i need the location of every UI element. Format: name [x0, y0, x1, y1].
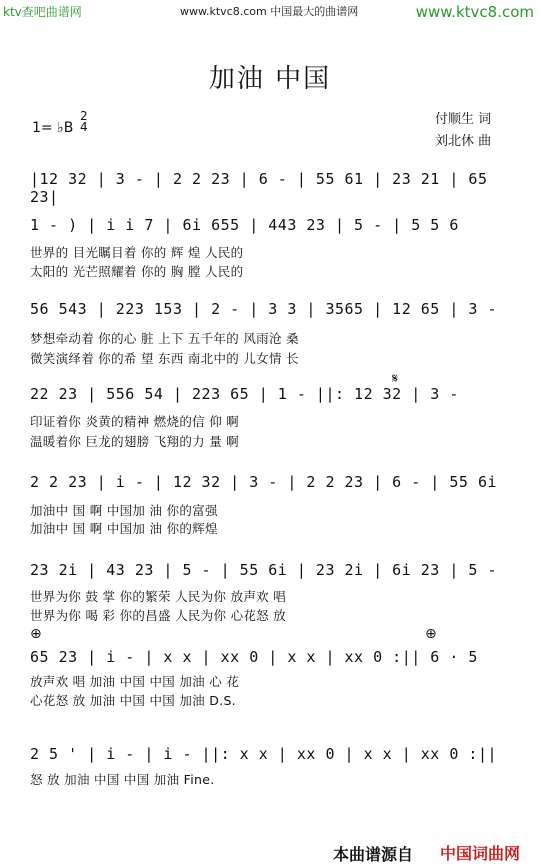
lyric-line: 心花怒 放 加油 中国 中国 加油 D.S.: [30, 693, 236, 708]
lyric-line: 世界的 目光瞩目着 你的 辉 煌 人民的: [30, 245, 244, 260]
lyric-line: 印证着你 炎黄的精神 燃烧的信 仰 啊: [30, 414, 240, 429]
page-title: 加油 中国: [208, 64, 332, 94]
coda-icon: ⊕: [425, 626, 437, 642]
lyric-line: 太阳的 光芒照耀着 你的 胸 膛 人民的: [30, 264, 244, 279]
notation-line: 22 23 | 556 54 | 223 65 | 1 - ||: 12 32 | 3 -: [30, 385, 459, 403]
lyricist-credit: 付顺生 词: [435, 112, 492, 127]
composer-credit: 刘北休 曲: [435, 134, 492, 149]
meter-top: 2: [80, 109, 88, 123]
lyric-line: 梦想牵动着 你的心 脏 上下 五千年的 风雨沧 桑: [30, 331, 299, 346]
lyric-line: 微笑演绎着 你的希 望 东西 南北中的 儿女情 长: [30, 351, 299, 366]
notation-line: 23 2i | 43 23 | 5 - | 55 6i | 23 2i | 6i 23 | 5 -: [30, 561, 498, 579]
notation-line: |12 32 | 3 - | 2 2 23 | 6 - | 55 61 | 23 21 | 65 23|: [30, 170, 488, 206]
lyric-line: 世界为你 喝 彩 你的昌盛 人民为你 心花怒 放: [30, 608, 287, 623]
notation-line: 56 543 | 223 153 | 2 - | 3 3 | 3565 | 12 65 | 3 -: [30, 300, 498, 318]
footer-source: 本曲谱源自: [333, 845, 414, 864]
notation-line: 2 2 23 | i - | 12 32 | 3 - | 2 2 23 | 6 - | 55 6i: [30, 473, 498, 491]
notation-line: 1 - ) | i i 7 | 6i 655 | 443 23 | 5 - | 5 5 6: [30, 216, 459, 234]
lyric-line: 放声欢 唱 加油 中国 中国 加油 心 花: [30, 674, 240, 689]
footer-site: 中国词曲网: [440, 844, 521, 863]
key-signature: 1= ♭B: [32, 120, 74, 136]
lyric-line: 温暖着你 巨龙的翅膀 飞翔的力 量 啊: [30, 434, 240, 449]
watermark-left: ktv查吧曲谱网: [3, 5, 82, 19]
coda-icon: ⊕: [30, 626, 42, 642]
lyric-line: 加油中 国 啊 中国加 油 你的辉煌: [30, 521, 218, 536]
lyric-line: 世界为你 鼓 掌 你的繁荣 人民为你 放声欢 唱: [30, 589, 287, 604]
lyric-line: 怒 放 加油 中国 中国 加油 Fine.: [30, 772, 215, 787]
lyric-line: 加油中 国 啊 中国加 油 你的富强: [30, 503, 218, 518]
time-signature: [80, 111, 88, 133]
notation-line: 2 5 ' | i - | i - ||: x x | xx 0 | x x | xx 0 :||: [30, 745, 498, 763]
watermark-center: www.ktvc8.com 中国最大的曲谱网: [180, 5, 359, 18]
meter-bottom: 4: [80, 120, 88, 134]
notation-line: 65 23 | i - | x x | xx 0 | x x | xx 0 :|| 6 · 5: [30, 648, 478, 666]
watermark-right: www.ktvc8.com: [415, 3, 534, 21]
segno-icon: 𝄋: [392, 371, 399, 387]
